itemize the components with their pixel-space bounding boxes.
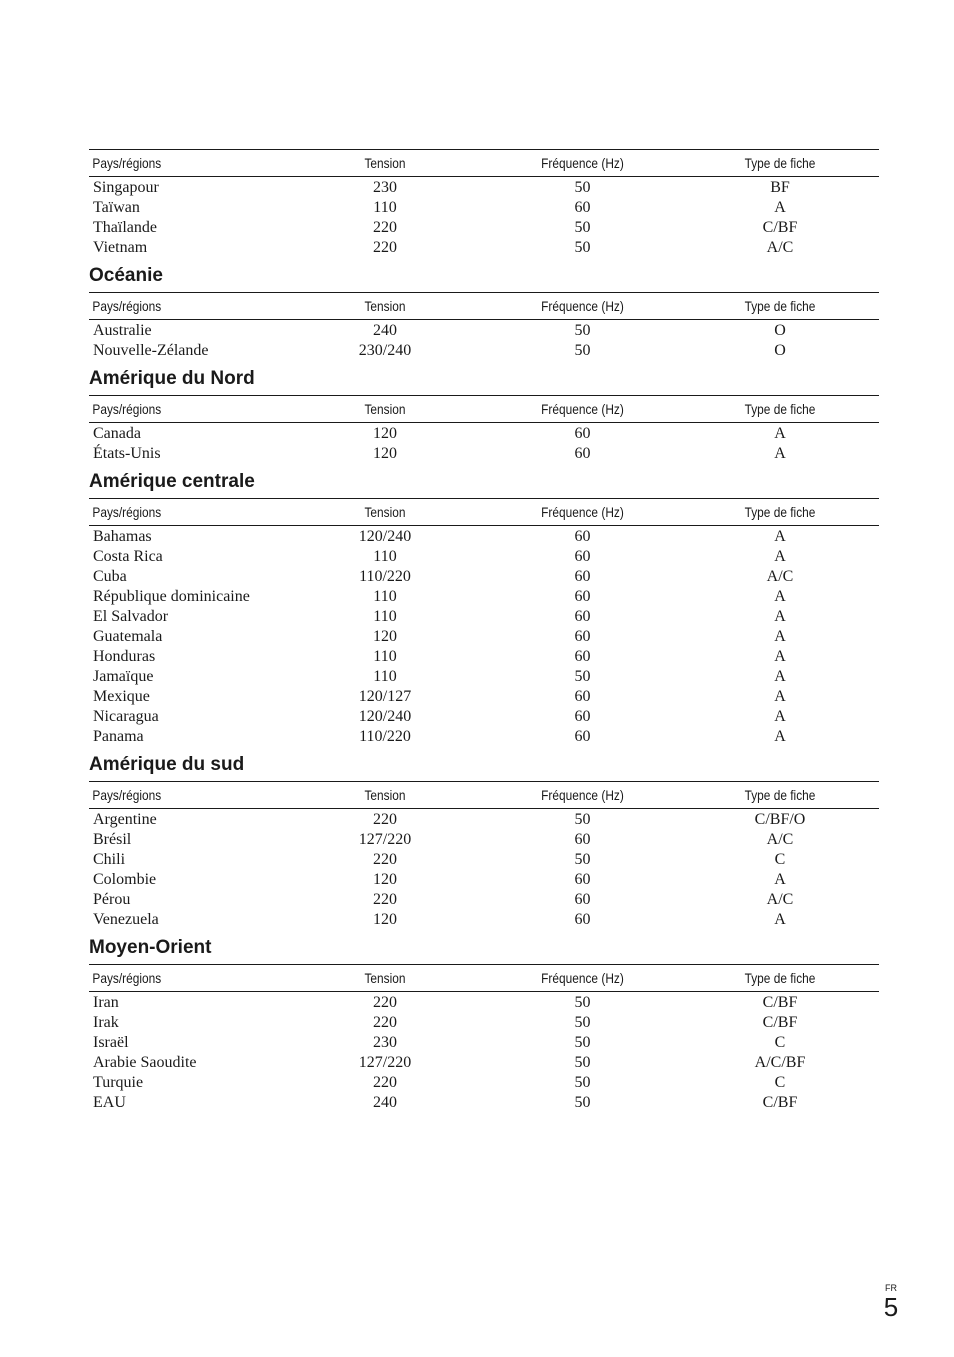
cell-plug: A xyxy=(774,648,786,665)
column-header-frequency: Fréquence (Hz) xyxy=(499,293,666,320)
cell-frequency: 50 xyxy=(574,1034,591,1051)
cell-frequency: 60 xyxy=(574,199,591,216)
cell-voltage: 120/240 xyxy=(358,708,412,725)
cell-frequency: 50 xyxy=(574,179,591,196)
cell-country: Pérou xyxy=(93,891,131,908)
power-table xyxy=(89,781,879,930)
table-row xyxy=(89,992,879,1014)
cell-voltage: 220 xyxy=(373,1014,397,1031)
column-header-frequency: Fréquence (Hz) xyxy=(499,965,666,992)
column-header-voltage: Tension xyxy=(301,396,469,423)
cell-plug: C/BF xyxy=(762,1094,798,1111)
table-row xyxy=(89,910,879,930)
cell-frequency: 60 xyxy=(574,588,591,605)
region-block-moyen-orient xyxy=(89,937,879,1113)
cell-frequency: 60 xyxy=(574,548,591,565)
cell-plug: A xyxy=(774,628,786,645)
cell-plug: BF xyxy=(770,179,790,196)
cell-voltage: 110 xyxy=(373,199,397,216)
cell-plug: A xyxy=(774,688,786,705)
cell-frequency: 60 xyxy=(574,648,591,665)
cell-frequency: 50 xyxy=(574,811,591,828)
table-row xyxy=(89,870,879,890)
table-row xyxy=(89,727,879,747)
cell-plug: C xyxy=(774,1074,786,1091)
column-header-plug: Type de fiche xyxy=(696,499,864,526)
column-header-frequency: Fréquence (Hz) xyxy=(499,150,666,177)
cell-country: Thaïlande xyxy=(93,219,157,236)
cell-frequency: 60 xyxy=(574,708,591,725)
cell-country: Panama xyxy=(93,728,144,745)
table-row xyxy=(89,1013,879,1033)
cell-voltage: 120 xyxy=(373,871,397,888)
cell-voltage: 230/240 xyxy=(358,342,412,359)
table-row xyxy=(89,707,879,727)
cell-country: Argentine xyxy=(93,811,157,828)
cell-frequency: 50 xyxy=(574,342,591,359)
region-heading: Amérique du sud xyxy=(89,754,245,775)
cell-country: Nouvelle-Zélande xyxy=(93,342,209,359)
column-header-frequency: Fréquence (Hz) xyxy=(499,396,666,423)
region-block-amerique-du-sud xyxy=(89,754,879,930)
power-table xyxy=(89,395,879,464)
table-row xyxy=(89,587,879,607)
table-header-row xyxy=(89,293,879,320)
cell-frequency: 60 xyxy=(574,568,591,585)
cell-plug: C/BF xyxy=(762,1014,798,1031)
cell-plug: A xyxy=(774,588,786,605)
column-header-voltage: Tension xyxy=(301,150,469,177)
table-row xyxy=(89,607,879,627)
cell-country: Honduras xyxy=(93,648,156,665)
cell-plug: A/C xyxy=(766,831,794,848)
cell-plug: C xyxy=(774,851,786,868)
cell-voltage: 220 xyxy=(373,891,397,908)
cell-plug: A xyxy=(774,608,786,625)
column-header-country: Pays/régions xyxy=(89,150,256,177)
cell-country: Venezuela xyxy=(93,911,159,928)
table-row xyxy=(89,809,879,831)
cell-voltage: 120/127 xyxy=(358,688,412,705)
cell-country: Irak xyxy=(93,1014,119,1031)
cell-frequency: 60 xyxy=(574,891,591,908)
table-row xyxy=(89,341,879,361)
table-header-row xyxy=(89,965,879,992)
column-header-plug: Type de fiche xyxy=(696,965,864,992)
cell-plug: C xyxy=(774,1034,786,1051)
table-header-row xyxy=(89,782,879,809)
table-row xyxy=(89,1073,879,1093)
table-row xyxy=(89,830,879,850)
cell-country: Guatemala xyxy=(93,628,163,645)
cell-plug: A/C xyxy=(766,568,794,585)
cell-voltage: 127/220 xyxy=(358,831,412,848)
column-header-frequency: Fréquence (Hz) xyxy=(499,782,666,809)
cell-frequency: 60 xyxy=(574,425,591,442)
cell-frequency: 60 xyxy=(574,871,591,888)
cell-country: Turquie xyxy=(93,1074,144,1091)
cell-country: Brésil xyxy=(93,831,132,848)
cell-country: Canada xyxy=(93,425,141,442)
table-row xyxy=(89,444,879,464)
cell-plug: A xyxy=(774,871,786,888)
cell-frequency: 60 xyxy=(574,528,591,545)
column-header-voltage: Tension xyxy=(301,782,469,809)
cell-country: République dominicaine xyxy=(93,588,250,605)
cell-plug: A xyxy=(774,911,786,928)
cell-country: Mexique xyxy=(93,688,150,705)
cell-voltage: 220 xyxy=(373,994,397,1011)
cell-country: Israël xyxy=(93,1034,129,1051)
table-header-row xyxy=(89,396,879,423)
table-row xyxy=(89,526,879,548)
cell-voltage: 120 xyxy=(373,445,397,462)
table-row xyxy=(89,1093,879,1113)
cell-country: Costa Rica xyxy=(93,548,163,565)
table-row xyxy=(89,627,879,647)
cell-frequency: 60 xyxy=(574,445,591,462)
cell-frequency: 60 xyxy=(574,608,591,625)
table-row xyxy=(89,850,879,870)
cell-country: Jamaïque xyxy=(93,668,154,685)
column-header-country: Pays/régions xyxy=(89,293,256,320)
cell-plug: O xyxy=(774,322,786,339)
table-row xyxy=(89,547,879,567)
table-row xyxy=(89,647,879,667)
cell-plug: A/C xyxy=(766,891,794,908)
cell-voltage: 120 xyxy=(373,628,397,645)
region-block-amerique-centrale xyxy=(89,471,879,747)
cell-voltage: 220 xyxy=(373,239,397,256)
region-heading: Océanie xyxy=(89,265,163,286)
power-table xyxy=(89,292,879,361)
column-header-country: Pays/régions xyxy=(89,396,256,423)
table-row xyxy=(89,1033,879,1053)
cell-frequency: 50 xyxy=(574,219,591,236)
cell-plug: A xyxy=(774,668,786,685)
cell-country: Vietnam xyxy=(93,239,148,256)
cell-plug: A xyxy=(774,425,786,442)
cell-country: Chili xyxy=(93,851,126,868)
cell-voltage: 220 xyxy=(373,851,397,868)
cell-country: Nicaragua xyxy=(93,708,159,725)
table-row xyxy=(89,1053,879,1073)
cell-voltage: 110 xyxy=(373,648,397,665)
cell-plug: A xyxy=(774,548,786,565)
region-block-asia-continued xyxy=(89,149,879,258)
table-row xyxy=(89,320,879,342)
table-row xyxy=(89,567,879,587)
cell-country: Colombie xyxy=(93,871,157,888)
table-row xyxy=(89,218,879,238)
column-header-voltage: Tension xyxy=(301,965,469,992)
column-header-voltage: Tension xyxy=(301,293,469,320)
cell-country: Arabie Saoudite xyxy=(93,1054,197,1071)
cell-plug: A xyxy=(774,728,786,745)
page-marker xyxy=(881,1283,901,1321)
cell-country: Singapour xyxy=(93,179,159,196)
power-table xyxy=(89,149,879,258)
table-header-row xyxy=(89,150,879,177)
cell-country: Australie xyxy=(93,322,152,339)
cell-plug: C/BF xyxy=(762,994,798,1011)
cell-plug: C/BF/O xyxy=(754,811,806,828)
column-header-country: Pays/régions xyxy=(89,965,256,992)
column-header-voltage: Tension xyxy=(301,499,469,526)
cell-plug: A/C/BF xyxy=(754,1054,806,1071)
cell-voltage: 120/240 xyxy=(358,528,412,545)
cell-voltage: 230 xyxy=(373,179,397,196)
column-header-plug: Type de fiche xyxy=(696,782,864,809)
cell-voltage: 110/220 xyxy=(359,568,411,585)
cell-frequency: 50 xyxy=(574,1074,591,1091)
table-row xyxy=(89,423,879,445)
region-heading: Amérique du Nord xyxy=(89,368,255,389)
table-row xyxy=(89,667,879,687)
column-header-plug: Type de fiche xyxy=(696,150,864,177)
cell-voltage: 110 xyxy=(373,588,397,605)
cell-frequency: 50 xyxy=(574,994,591,1011)
region-block-amerique-du-nord xyxy=(89,368,879,464)
table-row xyxy=(89,177,879,199)
cell-voltage: 220 xyxy=(373,1074,397,1091)
page-content xyxy=(89,149,879,1120)
cell-frequency: 60 xyxy=(574,688,591,705)
column-header-plug: Type de fiche xyxy=(696,396,864,423)
page-language-code: FR xyxy=(885,1283,897,1293)
table-row xyxy=(89,687,879,707)
cell-plug: A xyxy=(774,708,786,725)
cell-voltage: 127/220 xyxy=(358,1054,412,1071)
cell-voltage: 240 xyxy=(373,322,397,339)
power-table xyxy=(89,964,879,1113)
region-block-oceanie xyxy=(89,265,879,361)
region-heading: Moyen-Orient xyxy=(89,937,212,958)
cell-plug: A xyxy=(774,528,786,545)
column-header-country: Pays/régions xyxy=(89,499,256,526)
table-row xyxy=(89,890,879,910)
cell-voltage: 220 xyxy=(373,811,397,828)
cell-voltage: 110 xyxy=(373,608,397,625)
cell-voltage: 120 xyxy=(373,911,397,928)
cell-country: El Salvador xyxy=(93,608,169,625)
cell-plug: A xyxy=(774,445,786,462)
power-table xyxy=(89,498,879,747)
column-header-plug: Type de fiche xyxy=(696,293,864,320)
cell-country: Iran xyxy=(93,994,119,1011)
cell-frequency: 50 xyxy=(574,668,591,685)
table-header-row xyxy=(89,499,879,526)
cell-country: EAU xyxy=(93,1094,126,1111)
table-row xyxy=(89,198,879,218)
column-header-frequency: Fréquence (Hz) xyxy=(499,499,666,526)
cell-country: Cuba xyxy=(93,568,127,585)
cell-frequency: 60 xyxy=(574,911,591,928)
cell-frequency: 60 xyxy=(574,628,591,645)
cell-voltage: 230 xyxy=(373,1034,397,1051)
cell-voltage: 110 xyxy=(373,548,397,565)
cell-frequency: 60 xyxy=(574,831,591,848)
cell-frequency: 50 xyxy=(574,1014,591,1031)
cell-frequency: 50 xyxy=(574,1094,591,1111)
cell-plug: O xyxy=(774,342,786,359)
page-number: 5 xyxy=(883,1292,899,1322)
cell-voltage: 110 xyxy=(373,668,397,685)
cell-country: Taïwan xyxy=(93,199,140,216)
cell-frequency: 60 xyxy=(574,728,591,745)
cell-voltage: 220 xyxy=(373,219,397,236)
cell-plug: A xyxy=(774,199,786,216)
region-heading: Amérique centrale xyxy=(89,471,255,492)
cell-frequency: 50 xyxy=(574,322,591,339)
cell-voltage: 110/220 xyxy=(359,728,411,745)
cell-plug: C/BF xyxy=(762,219,798,236)
cell-voltage: 120 xyxy=(373,425,397,442)
table-row xyxy=(89,238,879,258)
cell-country: États-Unis xyxy=(93,445,161,462)
cell-country: Bahamas xyxy=(93,528,152,545)
cell-plug: A/C xyxy=(766,239,794,256)
column-header-country: Pays/régions xyxy=(89,782,256,809)
cell-frequency: 50 xyxy=(574,851,591,868)
cell-voltage: 240 xyxy=(373,1094,397,1111)
cell-frequency: 50 xyxy=(574,1054,591,1071)
cell-frequency: 50 xyxy=(574,239,591,256)
